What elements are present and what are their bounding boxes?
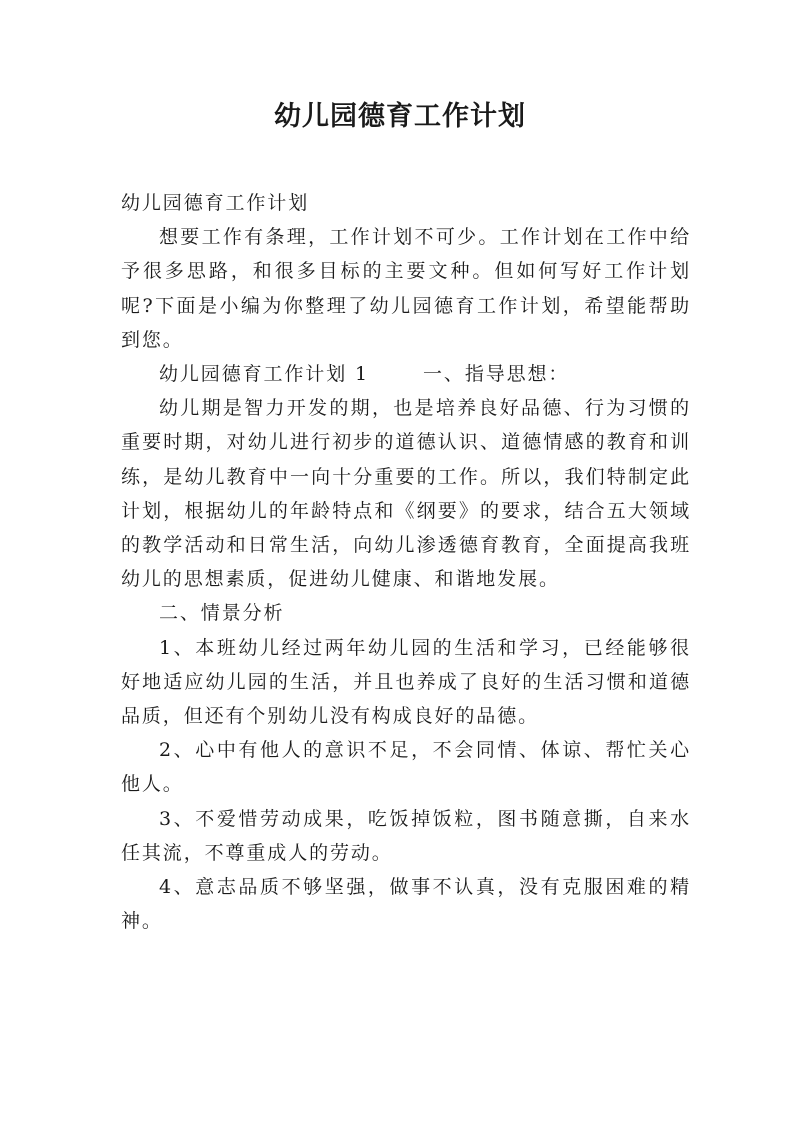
subtitle-paragraph: 幼儿园德育工作计划	[121, 192, 310, 214]
document-body	[121, 186, 691, 938]
analysis-item-4: 4、意志品质不够坚强，做事不认真，没有克服困难的精神。	[121, 876, 691, 933]
section-heading-guiding-ideology: 一、指导思想：	[423, 363, 570, 386]
intro-paragraph: 想要工作有条理，工作计划不可少。工作计划在工作中给予很多思路，和很多目标的主要文种。但如何写好工作计划呢?下面是小编为你整理了幼儿园德育工作计划，希望能帮助到您。	[121, 226, 691, 351]
guiding-ideology-paragraph: 幼儿期是智力开发的期，也是培养良好品德、行为习惯的重要时期，对幼儿进行初步的道德认识、道德情感的教育和训练，是幼儿教育中一向十分重要的工作。所以，我们特制定此计划，根据幼儿的年龄特点和《纲要》的要求，结合五大领域的教学活动和日常生活，向幼儿渗透德育教育，全面提高我班幼儿的思想素质，促进幼儿健康、和谐地发展。	[121, 397, 691, 591]
plan-heading-line	[121, 357, 691, 391]
analysis-item-1: 1、本班幼儿经过两年幼儿园的生活和学习，已经能够很好地适应幼儿园的生活，并且也养成了良好的生活习惯和道德品质，但还有个别幼儿没有构成良好的品德。	[121, 636, 691, 728]
analysis-item-2: 2、心中有他人的意识不足，不会同情、体谅、帮忙关心他人。	[121, 739, 691, 796]
document-title: 幼儿园德育工作计划	[274, 101, 526, 132]
plan-title: 幼儿园德育工作计划 1	[159, 363, 370, 386]
section-heading-situation-analysis: 二、情景分析	[159, 602, 285, 625]
analysis-item-3: 3、不爱惜劳动成果，吃饭掉饭粒，图书随意撕，自来水任其流，不尊重成人的劳动。	[121, 807, 691, 864]
